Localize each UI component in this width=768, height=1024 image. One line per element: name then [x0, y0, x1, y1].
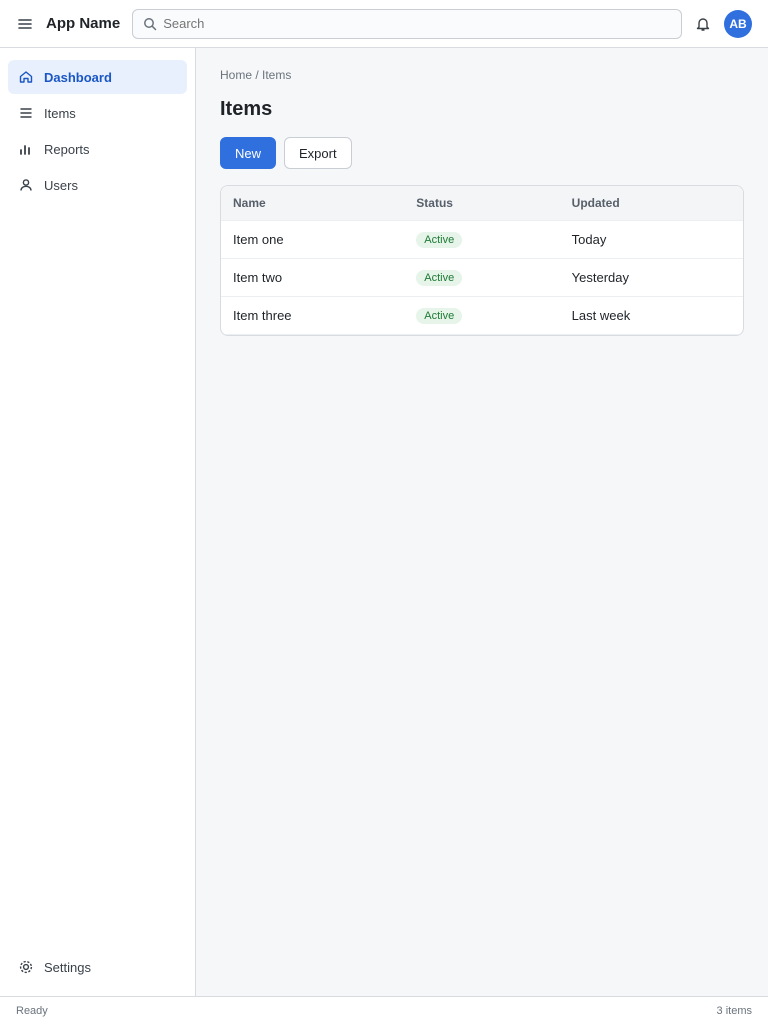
status-bar [0, 996, 768, 1024]
table-header-row [221, 186, 743, 221]
new-button[interactable]: New [220, 137, 276, 169]
cell-name: Item one [221, 221, 404, 259]
table-row[interactable] [221, 221, 743, 259]
status-badge: Active [416, 232, 462, 248]
column-header[interactable]: Name [221, 186, 404, 221]
table-row[interactable] [221, 297, 743, 335]
menu-icon[interactable] [16, 15, 34, 33]
sidebar-item-label: Items [44, 105, 76, 121]
search-input[interactable] [163, 16, 671, 31]
sidebar-item-items[interactable] [8, 96, 187, 130]
chart-icon [18, 141, 34, 157]
bell-icon[interactable] [694, 15, 712, 33]
sidebar-item-settings[interactable] [8, 950, 187, 984]
status-badge: Active [416, 308, 462, 324]
app-title: App Name [46, 15, 121, 32]
content-area [0, 48, 768, 996]
cell-updated: Last week [560, 297, 743, 335]
search-icon [143, 17, 157, 31]
status-text: Ready [16, 1004, 48, 1017]
status-badge: Active [416, 270, 462, 286]
user-icon [18, 177, 34, 193]
home-icon [18, 69, 34, 85]
avatar[interactable]: AB [724, 10, 752, 38]
search-box[interactable] [132, 9, 682, 39]
item-count: 3 items [716, 1004, 752, 1017]
list-icon [18, 105, 34, 121]
cell-name: Item two [221, 259, 404, 297]
sidebar-item-users[interactable] [8, 168, 187, 202]
cell-status [404, 259, 559, 297]
sidebar-item-label: Dashboard [44, 69, 112, 85]
cell-updated: Yesterday [560, 259, 743, 297]
sidebar-spacer [8, 204, 187, 948]
gear-icon [18, 959, 34, 975]
breadcrumb[interactable]: Home / Items [220, 68, 292, 82]
cell-status [404, 297, 559, 335]
table-row[interactable] [221, 259, 743, 297]
top-bar [0, 0, 768, 48]
sidebar-item-label: Settings [44, 959, 91, 975]
cell-updated: Today [560, 221, 743, 259]
items-table [221, 186, 743, 335]
page-title: Items [220, 98, 273, 120]
column-header[interactable]: Status [404, 186, 559, 221]
sidebar-item-label: Reports [44, 141, 90, 157]
cell-status [404, 221, 559, 259]
sidebar-item-label: Users [44, 177, 78, 193]
sidebar-item-dashboard[interactable] [8, 60, 187, 94]
toolbar [220, 137, 744, 169]
column-header[interactable]: Updated [560, 186, 743, 221]
sidebar-item-reports[interactable] [8, 132, 187, 166]
main-panel [196, 48, 768, 996]
export-button[interactable]: Export [284, 137, 352, 169]
table-panel [220, 185, 744, 336]
sidebar [0, 48, 196, 996]
cell-name: Item three [221, 297, 404, 335]
